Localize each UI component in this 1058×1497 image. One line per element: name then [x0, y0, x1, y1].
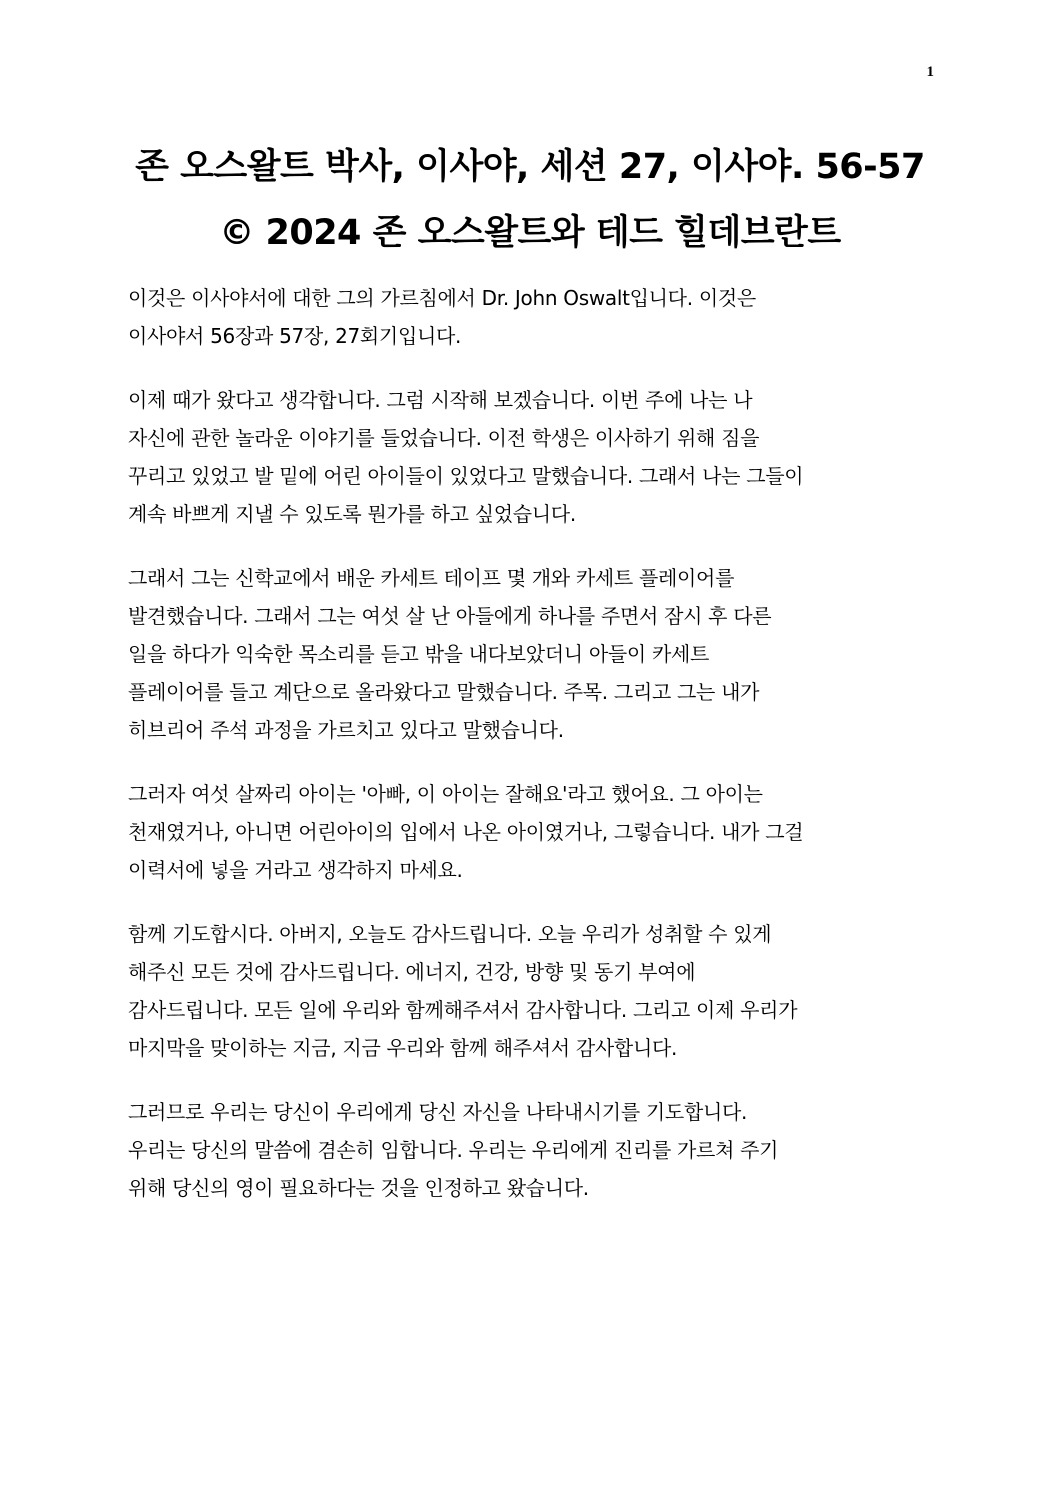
paragraph-4 — [128, 775, 928, 889]
text-line: 위해 당신의 영이 필요하다는 것을 인정하고 왔습니다. — [128, 1176, 589, 1200]
text-line: 자신에 관한 놀라운 이야기를 들었습니다. 이전 학생은 이사하기 위해 짐을 — [128, 426, 760, 450]
text-line: 감사드립니다. 모든 일에 우리와 함께해주셔서 감사합니다. 그리고 이제 우리가 — [128, 998, 798, 1022]
paragraph-1 — [128, 279, 928, 355]
text-line: 이사야서 56장과 57장, 27회기입니다. — [128, 324, 462, 348]
paragraph-6 — [128, 1093, 928, 1207]
text-line: 함께 기도합시다. 아버지, 오늘도 감사드립니다. 오늘 우리가 성취할 수 있게 — [128, 922, 772, 946]
text-line: 그러므로 우리는 당신이 우리에게 당신 자신을 나타내시기를 기도합니다. — [128, 1100, 748, 1124]
text-line: 히브리어 주석 과정을 가르치고 있다고 말했습니다. — [128, 718, 564, 742]
text-line: 플레이어를 들고 계단으로 올라왔다고 말했습니다. 주목. 그리고 그는 내가 — [128, 680, 760, 704]
text-line: 우리는 당신의 말씀에 겸손히 임합니다. 우리는 우리에게 진리를 가르쳐 주기 — [128, 1138, 779, 1162]
text-line: 해주신 모든 것에 감사드립니다. 에너지, 건강, 방향 및 동기 부여에 — [128, 960, 696, 984]
paragraph-3 — [128, 559, 928, 749]
text-line: 일을 하다가 익숙한 목소리를 듣고 밖을 내다보았더니 아들이 카세트 — [128, 642, 710, 666]
text-line: 그러자 여섯 살짜리 아이는 '아빠, 이 아이는 잘해요'라고 했어요. 그 아이는 — [128, 782, 763, 806]
document-body — [128, 279, 928, 1233]
text-line: 그래서 그는 신학교에서 배운 카세트 테이프 몇 개와 카세트 플레이어를 — [128, 566, 735, 590]
text-line: 발견했습니다. 그래서 그는 여섯 살 난 아들에게 하나를 주면서 잠시 후 다른 — [128, 604, 772, 628]
paragraph-5 — [128, 915, 928, 1067]
document-title — [100, 134, 960, 266]
text-line: 마지막을 맞이하는 지금, 지금 우리와 함께 해주셔서 감사합니다. — [128, 1036, 678, 1060]
text-line: 이제 때가 왔다고 생각합니다. 그럼 시작해 보겠습니다. 이번 주에 나는 나 — [128, 388, 753, 412]
page-number: 1 — [926, 64, 934, 80]
title-line-2: © 2024 존 오스왈트와 테드 힐데브란트 — [219, 213, 841, 253]
text-line: 천재였거나, 아니면 어린아이의 입에서 나온 아이였거나, 그렇습니다. 내가 그걸 — [128, 820, 804, 844]
title-line-1: 존 오스왈트 박사, 이사야, 세션 27, 이사야. 56-57 — [135, 147, 925, 187]
text-line: 꾸리고 있었고 발 밑에 어린 아이들이 있었다고 말했습니다. 그래서 나는 그들이 — [128, 464, 804, 488]
paragraph-2 — [128, 381, 928, 533]
text-line: 계속 바쁘게 지낼 수 있도록 뭔가를 하고 싶었습니다. — [128, 502, 576, 526]
text-line: 이력서에 넣을 거라고 생각하지 마세요. — [128, 858, 463, 882]
text-line: 이것은 이사야서에 대한 그의 가르침에서 Dr. John Oswalt입니다. 이것은 — [128, 286, 756, 310]
